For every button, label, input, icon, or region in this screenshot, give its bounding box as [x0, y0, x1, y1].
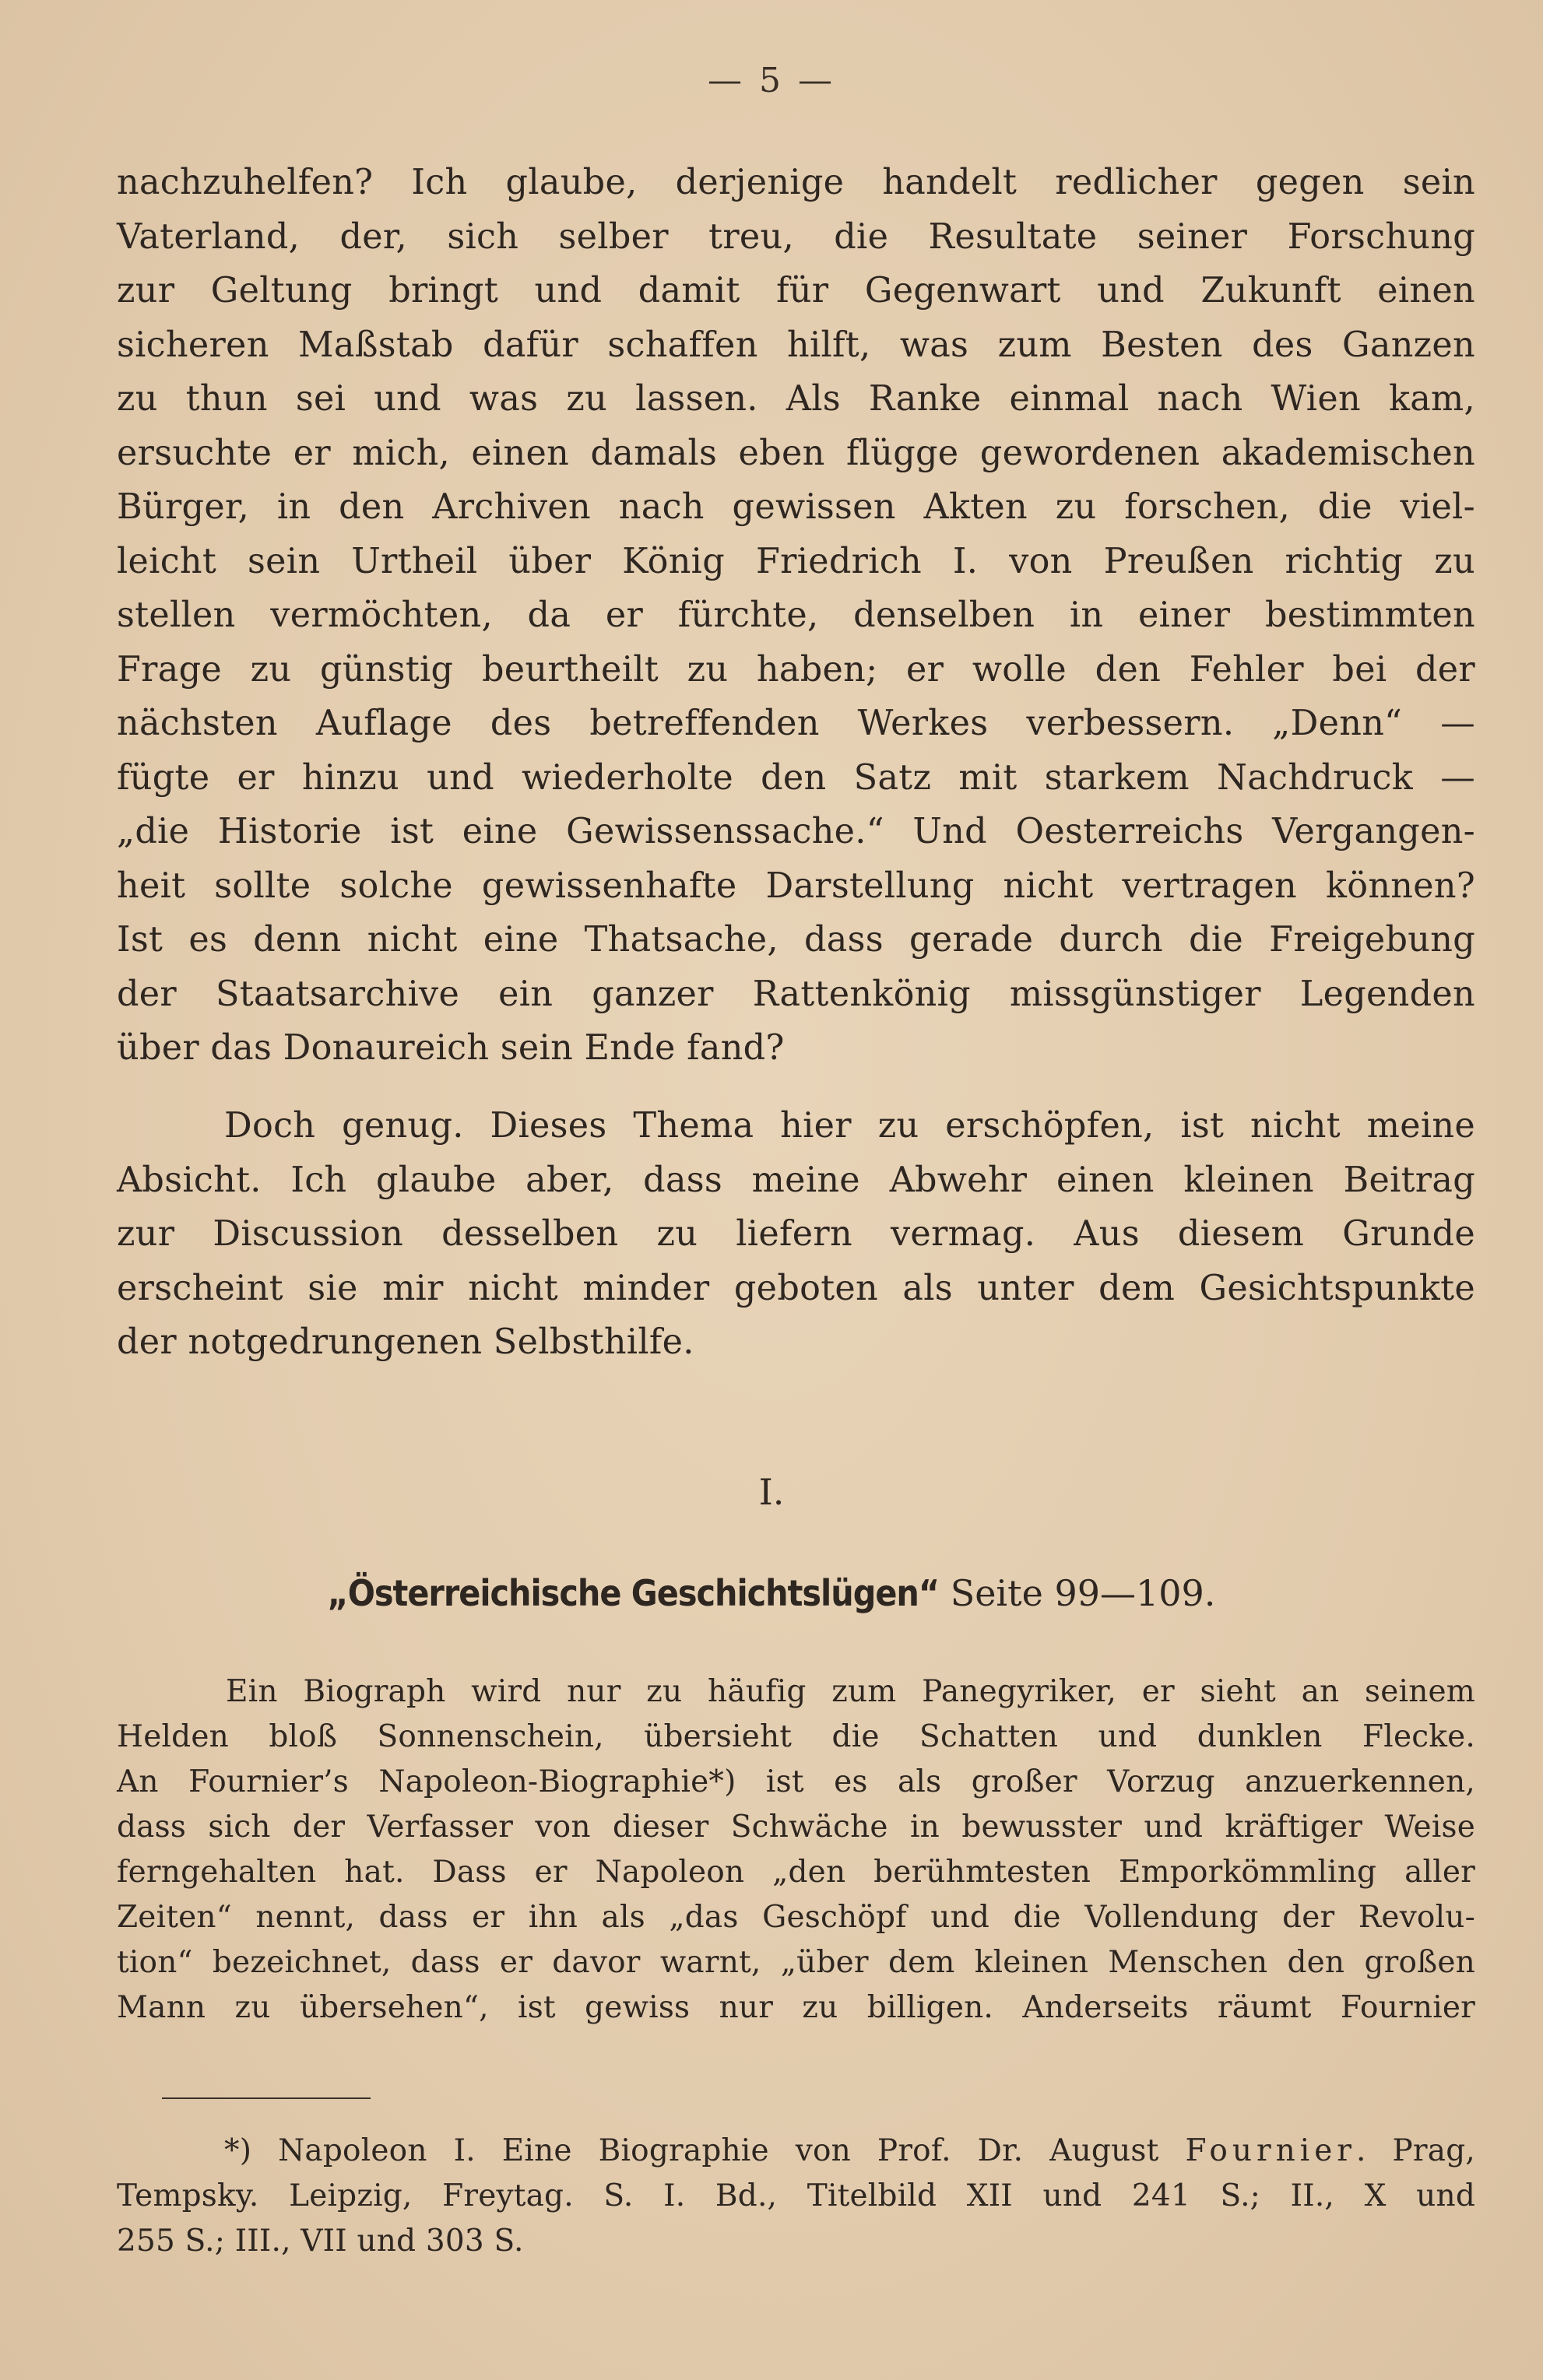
- text-line: stellen vermöchten, da er fürchte, denselben in einer bestimmten: [117, 595, 1475, 635]
- text-line: „die Historie ist eine Gewissenssache.“ Und Oesterreichs Vergangen-: [117, 812, 1475, 851]
- footnote: [117, 2129, 1475, 2264]
- text-line: Helden bloß Sonnenschein, übersieht die Schatten und dunklen Flecke.: [117, 1719, 1475, 1754]
- text-line: Mann zu übersehen“, ist gewiss nur zu billigen. Anderseits räumt Fournier: [117, 1990, 1475, 2025]
- footnote-line: [117, 2129, 1475, 2174]
- text-line: heit sollte solche gewissenhafte Darstellung nicht vertragen können?: [117, 865, 1475, 906]
- text-line: über das Donaureich sein Ende fand?: [117, 1028, 785, 1068]
- text-line: ferngehalten hat. Dass er Napoleon „den berühmtesten Emporkömmling aller: [117, 1855, 1475, 1890]
- footnote-text: *) Napoleon I. Eine Biographie von Prof. Dr. August: [224, 2133, 1186, 2168]
- footnote-line: 255 S.; III., VII und 303 S.: [117, 2224, 524, 2259]
- text-line: nachzuhelfen? Ich glaube, derjenige handelt redlicher gegen sein: [117, 163, 1475, 202]
- paragraph-2: [117, 1099, 1475, 1370]
- footnote-line: Tempsky. Leipzig, Freytag. S. I. Bd., Titelbild XII und 241 S.; II., X und: [117, 2178, 1475, 2213]
- text-line: Frage zu günstig beurtheilt zu haben; er wolle den Fehler bei der: [117, 649, 1475, 690]
- paragraph-1: [117, 156, 1475, 1076]
- text-line: sicheren Maßstab dafür schaffen hilft, was zum Besten des Ganzen: [117, 325, 1475, 365]
- text-line: Absicht. Ich glaube aber, dass meine Abwehr einen kleinen Beitrag: [117, 1160, 1475, 1200]
- text-line: Zeiten“ nennt, dass er ihn als „das Geschöpf und die Vollendung der Revolu-: [117, 1900, 1475, 1935]
- text-line: Doch genug. Dieses Thema hier zu erschöpfen, ist nicht meine: [224, 1106, 1475, 1146]
- text-line: fügte er hinzu und wiederholte den Satz mit starkem Nachdruck —: [117, 757, 1475, 798]
- text-line: zur Geltung bringt und damit für Gegenwart und Zukunft einen: [117, 271, 1475, 311]
- text-line: tion“ bezeichnet, dass er davor warnt, „über dem kleinen Menschen den großen: [117, 1945, 1475, 1980]
- text-line: An Fournier’s Napoleon-Biographie*) ist es als großer Vorzug anzuerkennen,: [117, 1764, 1475, 1799]
- footnote-text: . Prag,: [1355, 2133, 1475, 2168]
- section-title-bold: „Österreichische Geschichtslügen“: [327, 1572, 940, 1614]
- section-title: [0, 1572, 1543, 1614]
- text-line: zu thun sei und was zu lassen. Als Ranke einmal nach Wien kam,: [117, 379, 1475, 419]
- text-line: Ist es denn nicht eine Thatsache, dass gerade durch die Freigebung: [117, 920, 1475, 960]
- text-line: leicht sein Urtheil über König Friedrich I. von Preußen richtig zu: [117, 541, 1475, 581]
- text-line: Ein Biograph wird nur zu häufig zum Panegyriker, er sieht an seinem: [226, 1674, 1475, 1709]
- text-line: nächsten Auflage des betreffenden Werkes verbessern. „Denn“ —: [117, 704, 1475, 743]
- footnote-author: Fournier: [1185, 2133, 1356, 2168]
- page-number: — 5 —: [708, 61, 835, 100]
- footnote-divider: [162, 2097, 371, 2099]
- text-line: erscheint sie mir nicht minder geboten als unter dem Gesichtspunkte: [117, 1268, 1475, 1308]
- text-line: zur Discussion desselben zu liefern vermag. Aus diesem Grunde: [117, 1214, 1475, 1254]
- text-line: der notgedrungenen Selbsthilfe.: [117, 1322, 694, 1362]
- section-number: I.: [758, 1471, 785, 1513]
- section-title-pages: Seite 99—109.: [939, 1572, 1216, 1614]
- text-line: der Staatsarchive ein ganzer Rattenkönig missgünstiger Legenden: [117, 974, 1475, 1014]
- text-line: Bürger, in den Archiven nach gewissen Akten zu forschen, die viel-: [117, 487, 1475, 527]
- paragraph-3: [117, 1669, 1475, 2031]
- text-line: ersuchte er mich, einen damals eben flügge gewordenen akademischen: [117, 433, 1475, 473]
- text-line: dass sich der Verfasser von dieser Schwäche in bewusster und kräftiger Weise: [117, 1810, 1475, 1845]
- text-line: Vaterland, der, sich selber treu, die Resultate seiner Forschung: [117, 216, 1475, 257]
